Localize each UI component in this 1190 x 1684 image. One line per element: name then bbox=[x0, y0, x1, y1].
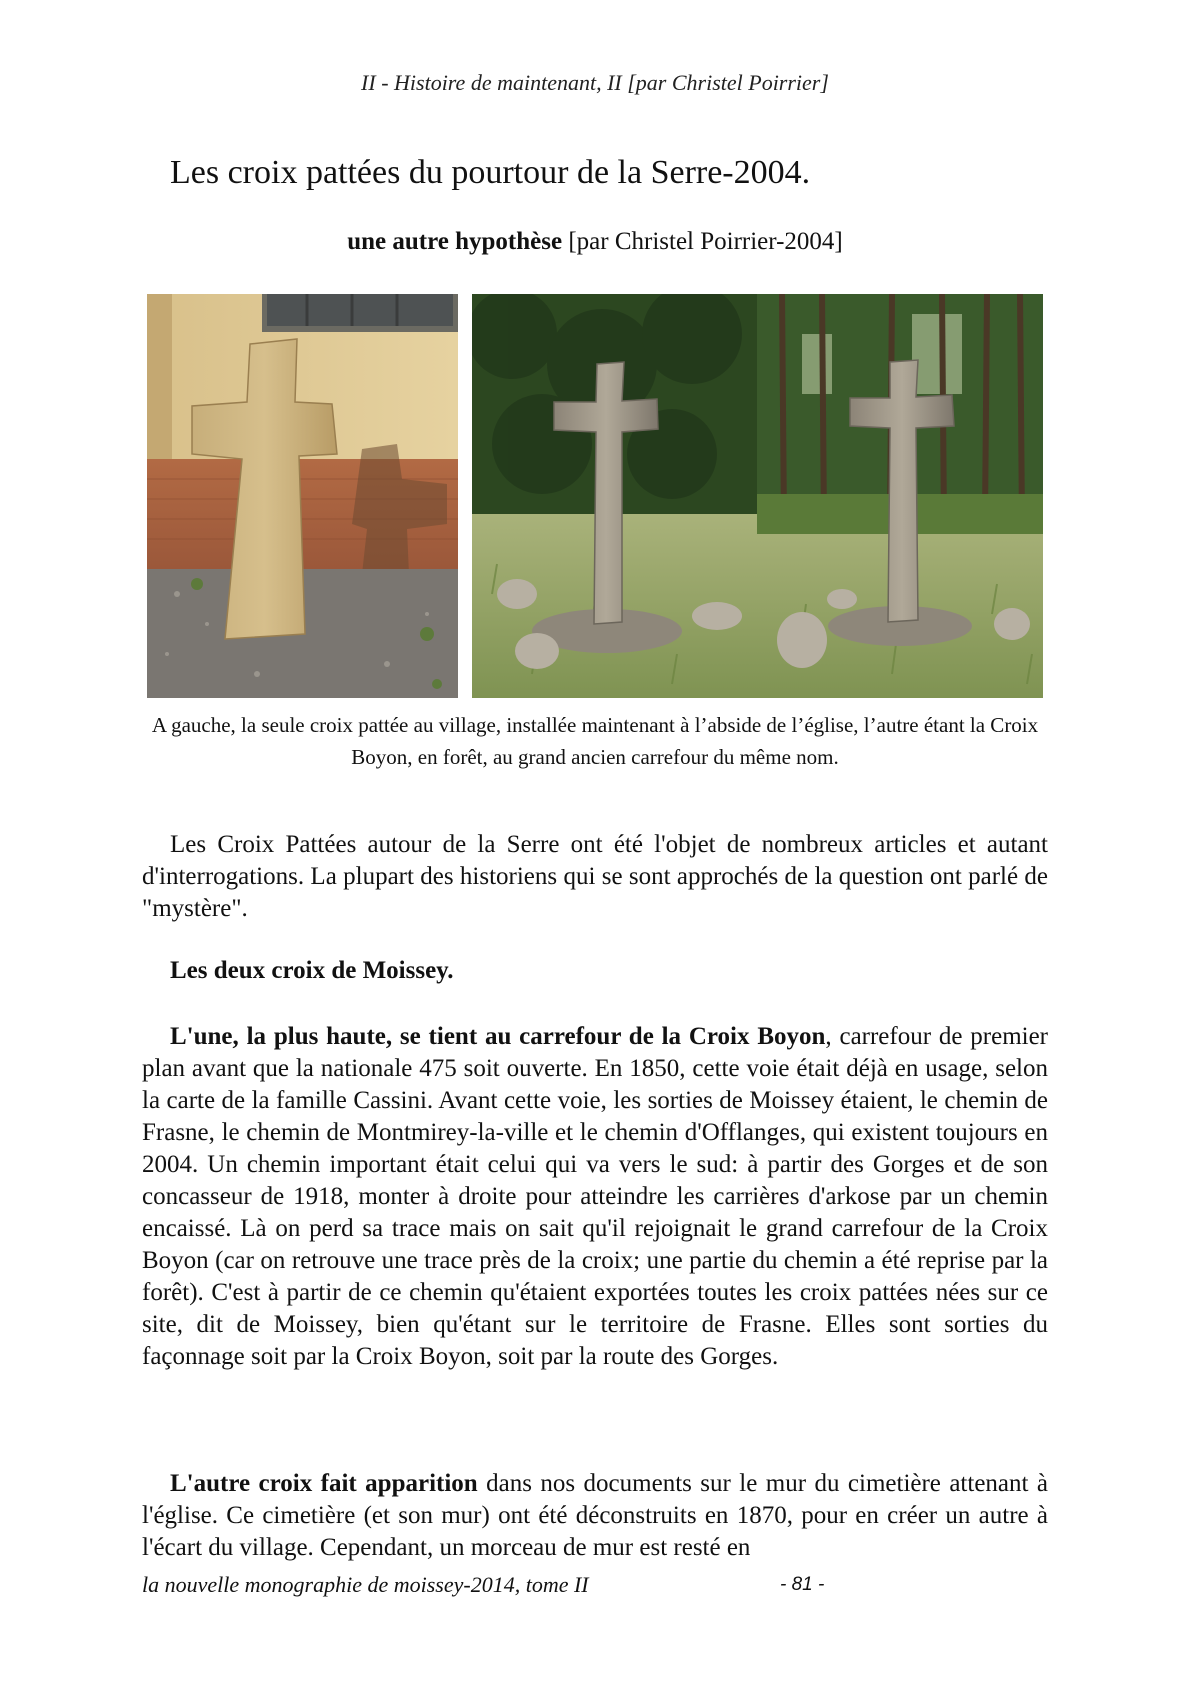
paragraph-croix-boyon-lead: L'une, la plus haute, se tient au carrefour de la Croix Boyon bbox=[170, 1023, 826, 1050]
section-heading: Les deux croix de Moissey. bbox=[170, 957, 454, 984]
paragraph-cimetiere-lead: L'autre croix fait apparition bbox=[170, 1470, 478, 1497]
paragraph-intro-text: Les Croix Pattées autour de la Serre ont été l'objet de nombreux articles et autant d'interrogations. La plupart des historiens qui se sont approchés de la question ont parlé de "mystère". bbox=[142, 831, 1048, 922]
photo-church-cross-image bbox=[147, 294, 458, 698]
figure-caption: A gauche, la seule croix pattée au village, installée maintenant à l’abside de l’église, l’autre étant la Croix Boyon, en forêt, au grand ancien carrefour du même nom. bbox=[151, 713, 1039, 769]
paragraph-cimetiere bbox=[142, 1468, 1048, 1564]
footer-page-number: - 81 - bbox=[780, 1574, 825, 1595]
photo-church-cross bbox=[147, 294, 458, 698]
footer-book-title: la nouvelle monographie de moissey-2014, tome II bbox=[142, 1572, 589, 1597]
article-subtitle bbox=[0, 228, 1190, 256]
paragraph-croix-boyon-text: , carrefour de premier plan avant que la nationale 475 soit ouverte. En 1850, cette voie était déjà en usage, selon la carte de la famille Cassini. Avant cette voie, les sorties de Moissey étaient, le chemin de Frasne, le chemin de Montmirey-la-ville et le chemin d'Offlanges, qui existent toujours en 2004. Un chemin important était celui qui va vers le sud: à partir des Gorges et de son concasseur de 1918, monter à droite pour atteindre les carrières d'arkose par un chemin encaissé. Là on perd sa trace mais on sait qu'il rejoignait le grand carrefour de la Croix Boyon (car on retrouve une trace près de la croix; une partie du chemin a été reprise par la forêt). C'est à partir de ce chemin qu'étaient exportées toutes les croix pattées nées sur ce site, dit de Moissey, bien qu'étant sur le territoire de Frasne. Elles sont sorties du façonnage soit par la Croix Boyon, soit par la route des Gorges. bbox=[142, 1023, 1049, 1370]
running-header: II - Histoire de maintenant, II [par Christel Poirrier] bbox=[361, 70, 829, 95]
photo-croix-boyon-image bbox=[472, 294, 1043, 698]
photo-croix-boyon bbox=[472, 294, 1043, 698]
paragraph-cimetiere-text: dans nos documents sur le mur du cimetière attenant à l'église. Ce cimetière (et son mur) ont été déconstruits en 1870, pour en créer un autre à l'écart du village. Cependant, un morceau de mur est resté en bbox=[142, 1470, 1048, 1561]
paragraph-intro bbox=[142, 829, 1048, 925]
subtitle-rest: [par Christel Poirrier-2004] bbox=[562, 228, 843, 255]
article-title: Les croix pattées du pourtour de la Serre-2004. bbox=[170, 154, 811, 191]
subtitle-bold: une autre hypothèse bbox=[347, 228, 563, 255]
paragraph-croix-boyon bbox=[142, 1021, 1048, 1373]
